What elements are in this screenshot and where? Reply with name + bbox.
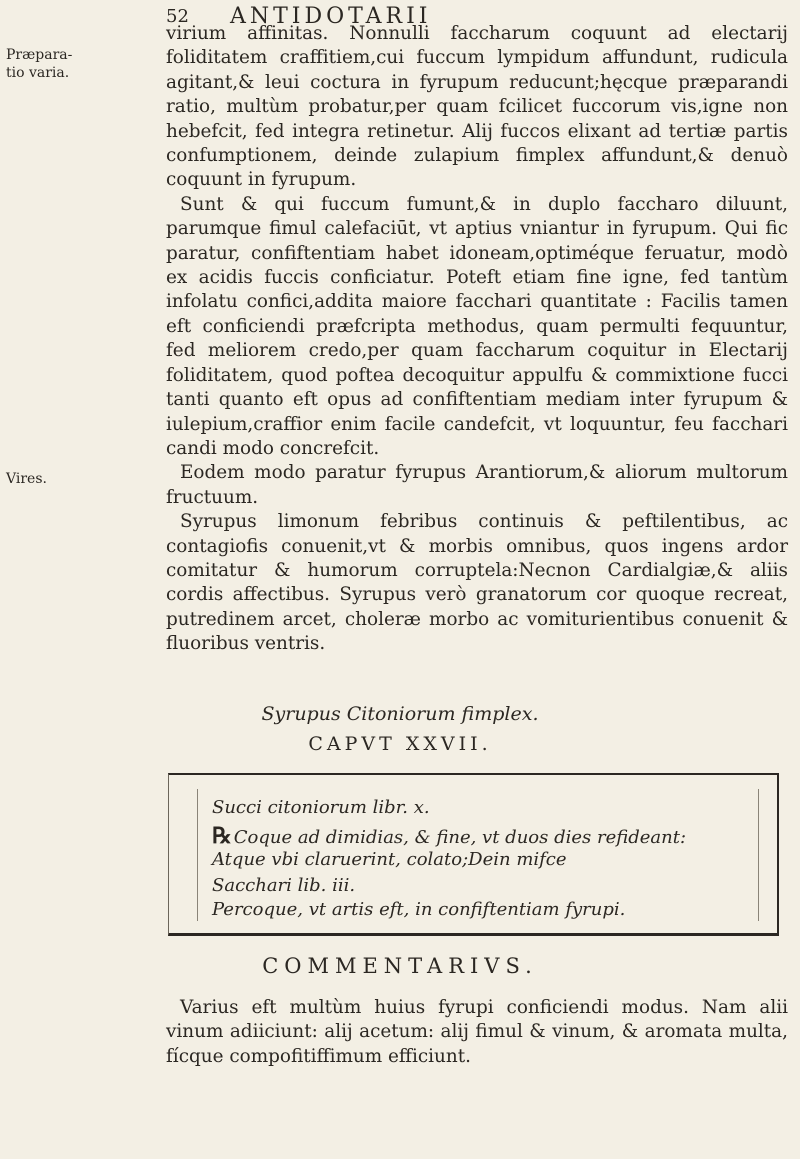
recipe-line — [212, 823, 686, 849]
paragraph: Eodem modo paratur fyrupus Arantiorum,& aliorum multorum fructuum. — [166, 462, 788, 508]
margin-note-praeparatio: Præpara- tio varia. — [6, 47, 73, 81]
paragraph: Sunt & qui fuccum fumunt,& in duplo faccharo diluunt, parumque fimul calefaciūt, vt aptius vniantur in fyrupum. Qui fic paratur, confiftentiam habet idoneam,optiméque feruatur, modò ex acidis fuccis conficiatur. Poteft etiam fine igne, fed tantùm infolatu confici,addita maiore facchari quantitate : Facilis tamen eft conficiendi præfcripta methodus, quam permulti fequuntur, fed meliorem credo,per quam faccharum coquitur in Electarij foliditatem, quod poftea decoquitur appulfu & commixtione fucci tanti quanto eft opus ad confiftentiam mediam inter fyrupum & iulepium,craffior enim facile candefcit, vt loquuntur, feu facchari candi modo concrefcit. — [166, 193, 788, 459]
recipe-title: Syrupus Citoniorum fimplex. — [261, 703, 539, 725]
main-text — [166, 22, 788, 657]
running-title: ANTIDOTARII — [230, 4, 432, 29]
paragraph: Varius eft multùm huius fyrupi conficiendi modus. Nam alii vinum adiiciunt: alij acetum: alij fimul & vinum, & aromata multa, fícque compofitiffimum efficiunt. — [166, 997, 788, 1067]
recipe-line: Sacchari lib. iii. — [212, 875, 356, 896]
paragraph: Syrupus limonum febribus continuis & peftilentibus, ac contagiofis conuenit,vt & morbis omnibus, quos ingens ardor comitatur & humorum corruptela:Necnon Cardialgiæ,& aliis cordis affectibus. Syrupus verò granatorum cor quoque recreat, putredinem arcet, choleræ morbo ac vomiturientibus conuenit & fluoribus ventris. — [166, 511, 788, 655]
recipe-line: Atque vbi claruerint, colato;Dein mifce — [212, 849, 567, 870]
commentary-text — [166, 996, 788, 1069]
chapter-heading: CAPVT XXVII. — [308, 733, 492, 755]
recipe-frame — [168, 773, 779, 936]
recipe-line: Percoque, vt artis eft, in confiftentiam fyrupi. — [212, 899, 626, 920]
recipe-symbol-icon: ℞ — [212, 823, 232, 849]
margin-note-vires: Vires. — [6, 471, 47, 487]
page-number: 52 — [166, 6, 189, 27]
recipe-line: Succi citoniorum libr. x. — [212, 797, 430, 818]
paragraph: virium affinitas. Nonnulli faccharum coquunt ad electarij foliditatem craffitiem,cui fuccum lympidum affundunt, rudicula agitant,& leui coctura in fyrupum reducunt;hęcque præparandi ratio, multùm probatur,per quam fcilicet fuccorum vis,igne non hebefcit, fed integra retinetur. Alij fuccos elixant ad tertiæ partis confumptionem, deinde zulapium fimplex affundunt,& denuò coquunt in fyrupum. — [166, 23, 788, 191]
recipe-line-text: Coque ad dimidias, & fine, vt duos dies refideant: — [233, 827, 687, 848]
recipe-body — [197, 789, 759, 921]
commentary-heading: COMMENTARIVS. — [262, 954, 538, 978]
